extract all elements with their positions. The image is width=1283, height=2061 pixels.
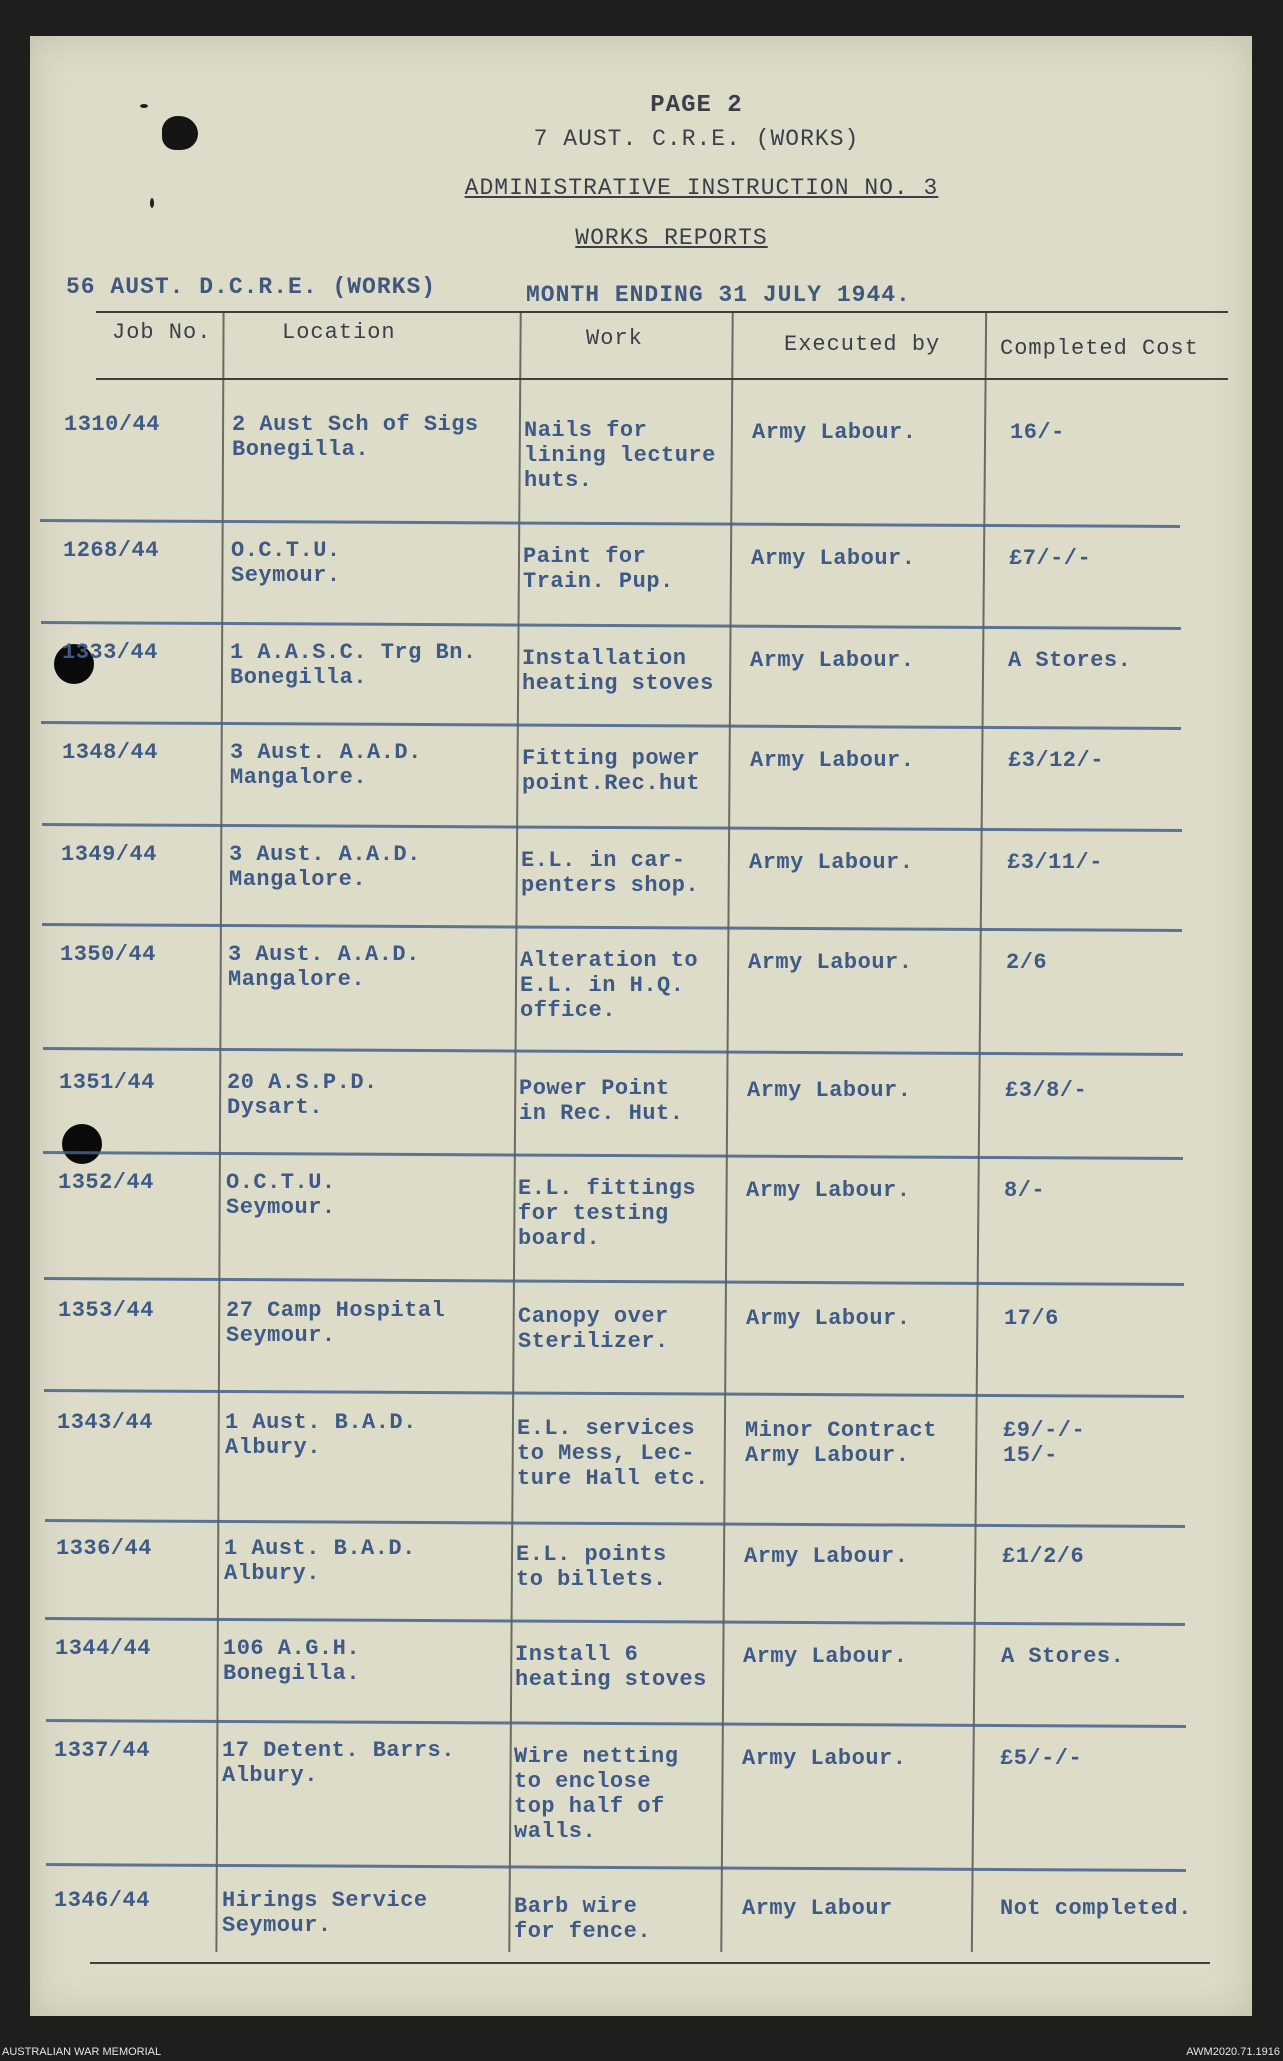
location-cell: 1 Aust. B.A.D. Albury. bbox=[224, 1536, 416, 1586]
report-unit: 56 AUST. D.C.R.E. (WORKS) bbox=[66, 274, 437, 300]
completed-cost-cell: £7/-/- bbox=[1009, 546, 1092, 571]
footer-reference: AWM2020.71.1916 bbox=[1186, 2046, 1280, 2058]
footer-source: AUSTRALIAN WAR MEMORIAL bbox=[2, 2046, 162, 2058]
work-description-cell: Canopy over Sterilizer. bbox=[518, 1304, 669, 1354]
completed-cost-cell: £3/12/- bbox=[1008, 748, 1104, 773]
location-cell: 20 A.S.P.D. Dysart. bbox=[227, 1070, 378, 1120]
job-number-cell: 1348/44 bbox=[62, 740, 158, 765]
location-cell: 3 Aust. A.A.D. Mangalore. bbox=[228, 942, 420, 992]
page-number: PAGE 2 bbox=[650, 92, 743, 119]
column-header-location: Location bbox=[282, 320, 396, 345]
header-rule bbox=[96, 378, 1228, 380]
work-description-cell: Install 6 heating stoves bbox=[515, 1642, 707, 1692]
section-title: WORKS REPORTS bbox=[575, 225, 768, 251]
location-cell: 1 A.A.S.C. Trg Bn. Bonegilla. bbox=[230, 640, 477, 690]
completed-cost-cell: 17/6 bbox=[1004, 1306, 1059, 1331]
punch-hole bbox=[62, 1124, 102, 1164]
location-cell: 106 A.G.H. Bonegilla. bbox=[223, 1636, 361, 1686]
work-description-cell: E.L. services to Mess, Lec- ture Hall etc. bbox=[517, 1416, 709, 1491]
location-cell: 2 Aust Sch of Sigs Bonegilla. bbox=[232, 412, 479, 462]
executed-by-cell: Army Labour. bbox=[752, 420, 917, 445]
job-number-cell: 1310/44 bbox=[64, 412, 160, 437]
work-description-cell: Installation heating stoves bbox=[522, 646, 714, 696]
table-top-rule bbox=[96, 311, 1228, 313]
executed-by-cell: Army Labour. bbox=[746, 1178, 911, 1203]
job-number-cell: 1344/44 bbox=[55, 1636, 151, 1661]
column-header-cost: Completed Cost bbox=[1000, 336, 1199, 361]
executed-by-cell: Minor Contract Army Labour. bbox=[745, 1418, 937, 1468]
completed-cost-cell: 2/6 bbox=[1006, 950, 1048, 975]
work-description-cell: E.L. fittings for testing board. bbox=[518, 1176, 697, 1251]
location-cell: 27 Camp Hospital Seymour. bbox=[226, 1298, 446, 1348]
executed-by-cell: Army Labour. bbox=[747, 1078, 912, 1103]
job-number-cell: 1353/44 bbox=[58, 1298, 154, 1323]
location-cell: O.C.T.U. Seymour. bbox=[226, 1170, 336, 1220]
executed-by-cell: Army Labour. bbox=[746, 1306, 911, 1331]
executed-by-cell: Army Labour. bbox=[750, 648, 915, 673]
job-number-cell: 1343/44 bbox=[57, 1410, 153, 1435]
executed-by-cell: Army Labour. bbox=[742, 1746, 907, 1771]
completed-cost-cell: 16/- bbox=[1010, 420, 1065, 445]
location-cell: 1 Aust. B.A.D. Albury. bbox=[225, 1410, 417, 1460]
executed-by-cell: Army Labour. bbox=[749, 850, 914, 875]
executed-by-cell: Army Labour. bbox=[743, 1644, 908, 1669]
work-description-cell: Fitting power point.Rec.hut bbox=[522, 746, 701, 796]
location-cell: 17 Detent. Barrs. Albury. bbox=[222, 1738, 455, 1788]
job-number-cell: 1350/44 bbox=[60, 942, 156, 967]
completed-cost-cell: Not completed. bbox=[1000, 1896, 1192, 1921]
job-number-cell: 1337/44 bbox=[54, 1738, 150, 1763]
work-description-cell: Paint for Train. Pup. bbox=[523, 544, 674, 594]
completed-cost-cell: 8/- bbox=[1004, 1178, 1046, 1203]
work-description-cell: Alteration to E.L. in H.Q. office. bbox=[520, 948, 699, 1023]
location-cell: 3 Aust. A.A.D. Mangalore. bbox=[230, 740, 422, 790]
job-number-cell: 1333/44 bbox=[62, 640, 158, 665]
work-description-cell: Wire netting to enclose top half of walls. bbox=[514, 1744, 679, 1844]
job-number-cell: 1346/44 bbox=[54, 1888, 150, 1913]
completed-cost-cell: A Stores. bbox=[1001, 1644, 1125, 1669]
column-header-work: Work bbox=[586, 326, 643, 351]
location-cell: 3 Aust. A.A.D. Mangalore. bbox=[229, 842, 421, 892]
completed-cost-cell: £3/8/- bbox=[1005, 1078, 1088, 1103]
job-number-cell: 1352/44 bbox=[58, 1170, 154, 1195]
completed-cost-cell: £1/2/6 bbox=[1002, 1544, 1085, 1569]
work-description-cell: Nails for lining lecture huts. bbox=[524, 418, 716, 493]
column-header-executed: Executed by bbox=[784, 332, 941, 357]
unit-heading: 7 AUST. C.R.E. (WORKS) bbox=[533, 126, 860, 152]
work-description-cell: E.L. points to billets. bbox=[516, 1542, 667, 1592]
executed-by-cell: Army Labour. bbox=[751, 546, 916, 571]
work-description-cell: E.L. in car- penters shop. bbox=[521, 848, 700, 898]
executed-by-cell: Army Labour. bbox=[750, 748, 915, 773]
completed-cost-cell: £3/11/- bbox=[1007, 850, 1103, 875]
executed-by-cell: Army Labour bbox=[742, 1896, 893, 1921]
report-period: MONTH ENDING 31 JULY 1944. bbox=[526, 282, 911, 308]
completed-cost-cell: A Stores. bbox=[1008, 648, 1132, 673]
job-number-cell: 1268/44 bbox=[63, 538, 159, 563]
job-number-cell: 1336/44 bbox=[56, 1536, 152, 1561]
completed-cost-cell: £9/-/- 15/- bbox=[1003, 1418, 1086, 1468]
work-description-cell: Power Point in Rec. Hut. bbox=[519, 1076, 684, 1126]
executed-by-cell: Army Labour. bbox=[748, 950, 913, 975]
location-cell: O.C.T.U. Seymour. bbox=[231, 538, 341, 588]
table-bottom-rule bbox=[90, 1962, 1210, 1964]
instruction-title: ADMINISTRATIVE INSTRUCTION NO. 3 bbox=[464, 175, 939, 201]
executed-by-cell: Army Labour. bbox=[744, 1544, 909, 1569]
column-header-job: Job No. bbox=[112, 320, 212, 345]
job-number-cell: 1349/44 bbox=[61, 842, 157, 867]
work-description-cell: Barb wire for fence. bbox=[514, 1894, 652, 1944]
completed-cost-cell: £5/-/- bbox=[1000, 1746, 1083, 1771]
location-cell: Hirings Service Seymour. bbox=[222, 1888, 428, 1938]
job-number-cell: 1351/44 bbox=[59, 1070, 155, 1095]
